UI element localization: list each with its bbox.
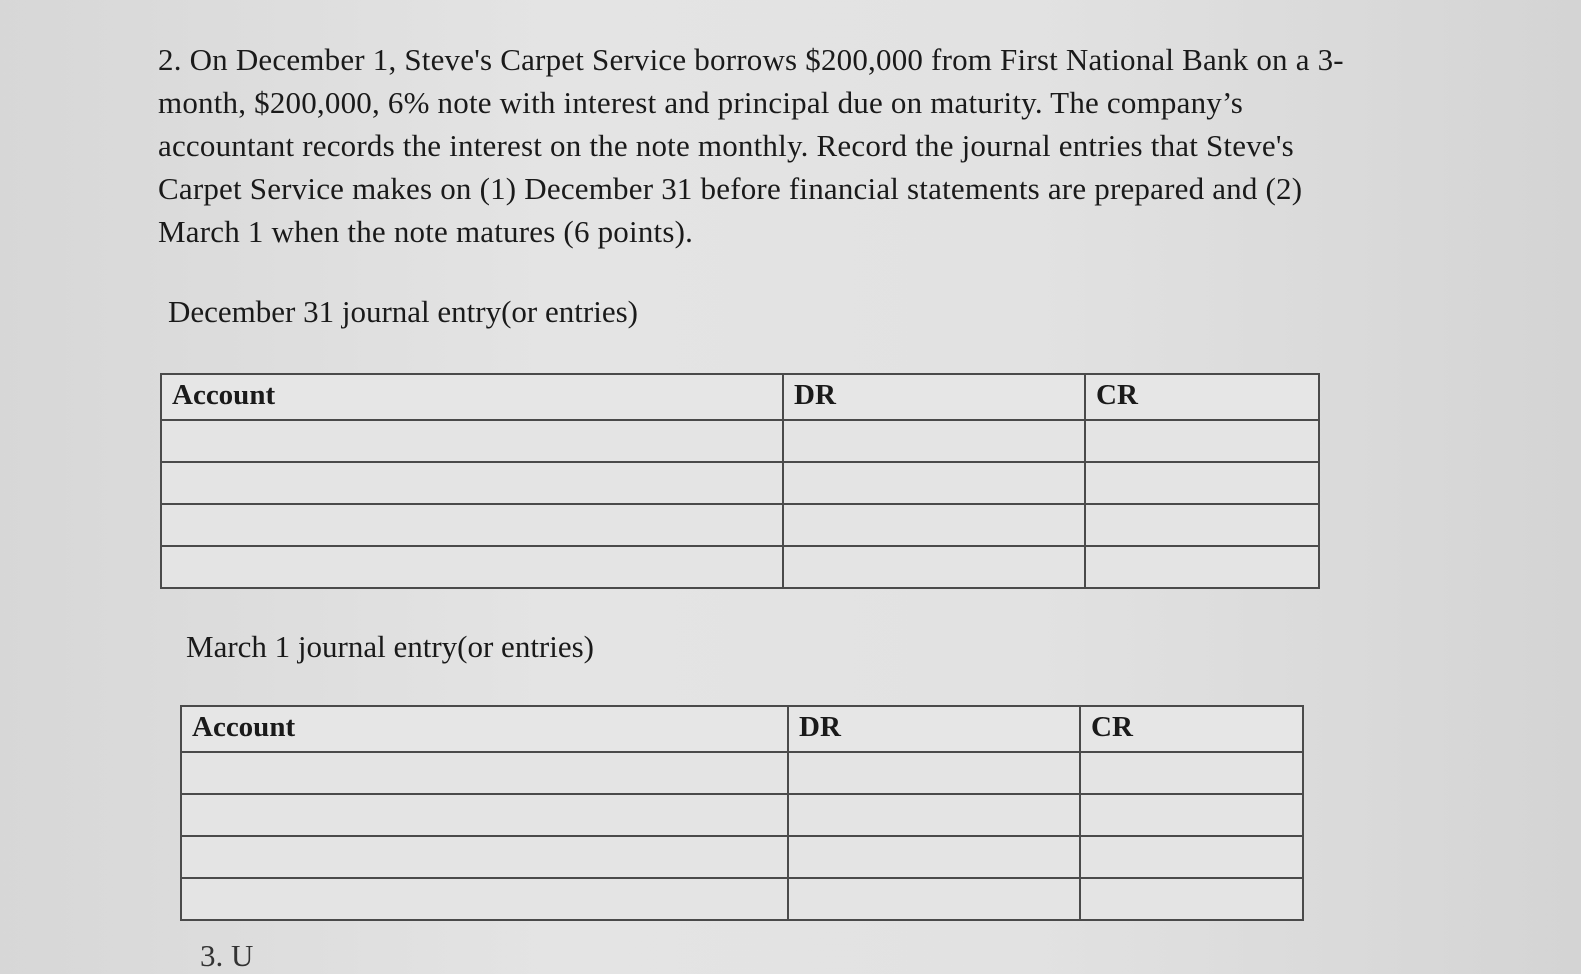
account-header: Account [181, 706, 788, 752]
cr-input[interactable] [1086, 463, 1318, 503]
dr-input[interactable] [784, 421, 1084, 461]
account-input[interactable] [162, 505, 782, 545]
table-header-row [181, 706, 1303, 752]
table-row [161, 546, 1319, 588]
dr-cell[interactable] [783, 462, 1085, 504]
dr-cell[interactable] [788, 752, 1080, 794]
dr-cell[interactable] [783, 504, 1085, 546]
dr-cell[interactable] [783, 420, 1085, 462]
account-cell[interactable] [181, 836, 788, 878]
question-line: month, $200,000, 6% note with interest and principal due on maturity. The company’s [158, 85, 1244, 120]
cr-header: CR [1080, 706, 1303, 752]
dr-cell[interactable] [788, 836, 1080, 878]
account-input[interactable] [182, 753, 787, 793]
question-text [158, 38, 1488, 253]
dr-input[interactable] [789, 879, 1079, 919]
dr-header: DR [788, 706, 1080, 752]
table-row [161, 462, 1319, 504]
table-row [181, 794, 1303, 836]
question-line: Carpet Service makes on (1) December 31 before financial statements are prepared and (2) [158, 171, 1303, 206]
cr-input[interactable] [1086, 505, 1318, 545]
table-row [181, 752, 1303, 794]
question-line: accountant records the interest on the note monthly. Record the journal entries that Steve's [158, 128, 1294, 163]
dr-header: DR [783, 374, 1085, 420]
account-cell[interactable] [161, 420, 783, 462]
cr-cell[interactable] [1080, 878, 1303, 920]
dr-input[interactable] [784, 463, 1084, 503]
december-entry-label: December 31 journal entry(or entries) [168, 294, 638, 329]
account-cell[interactable] [161, 504, 783, 546]
dr-input[interactable] [784, 547, 1084, 587]
table-row [181, 878, 1303, 920]
cr-input[interactable] [1081, 879, 1302, 919]
account-cell[interactable] [161, 462, 783, 504]
account-cell[interactable] [181, 878, 788, 920]
december-journal-table [160, 373, 1320, 589]
cr-cell[interactable] [1080, 752, 1303, 794]
question-line: March 1 when the note matures (6 points). [158, 214, 694, 249]
question-line: 2. On December 1, Steve's Carpet Service borrows $200,000 from First National Bank on a 3- [158, 42, 1344, 77]
dr-cell[interactable] [783, 546, 1085, 588]
next-question-partial: 3. U [200, 938, 254, 973]
cr-cell[interactable] [1080, 794, 1303, 836]
account-cell[interactable] [181, 752, 788, 794]
cr-input[interactable] [1086, 421, 1318, 461]
table-row [161, 504, 1319, 546]
account-input[interactable] [162, 463, 782, 503]
march-entry-label: March 1 journal entry(or entries) [186, 629, 595, 664]
cr-cell[interactable] [1085, 462, 1319, 504]
cr-input[interactable] [1081, 795, 1302, 835]
dr-input[interactable] [789, 753, 1079, 793]
account-input[interactable] [182, 879, 787, 919]
cr-cell[interactable] [1080, 836, 1303, 878]
dr-cell[interactable] [788, 878, 1080, 920]
account-cell[interactable] [161, 546, 783, 588]
cr-cell[interactable] [1085, 546, 1319, 588]
dr-input[interactable] [784, 505, 1084, 545]
cr-input[interactable] [1081, 753, 1302, 793]
cr-input[interactable] [1086, 547, 1318, 587]
table-row [161, 420, 1319, 462]
table-row [181, 836, 1303, 878]
dr-input[interactable] [789, 795, 1079, 835]
march-journal-table [180, 705, 1304, 921]
cr-header: CR [1085, 374, 1319, 420]
dr-input[interactable] [789, 837, 1079, 877]
cr-input[interactable] [1081, 837, 1302, 877]
account-input[interactable] [182, 795, 787, 835]
cr-cell[interactable] [1085, 504, 1319, 546]
cr-cell[interactable] [1085, 420, 1319, 462]
dr-cell[interactable] [788, 794, 1080, 836]
account-input[interactable] [182, 837, 787, 877]
account-input[interactable] [162, 547, 782, 587]
account-input[interactable] [162, 421, 782, 461]
account-header: Account [161, 374, 783, 420]
table-header-row [161, 374, 1319, 420]
account-cell[interactable] [181, 794, 788, 836]
